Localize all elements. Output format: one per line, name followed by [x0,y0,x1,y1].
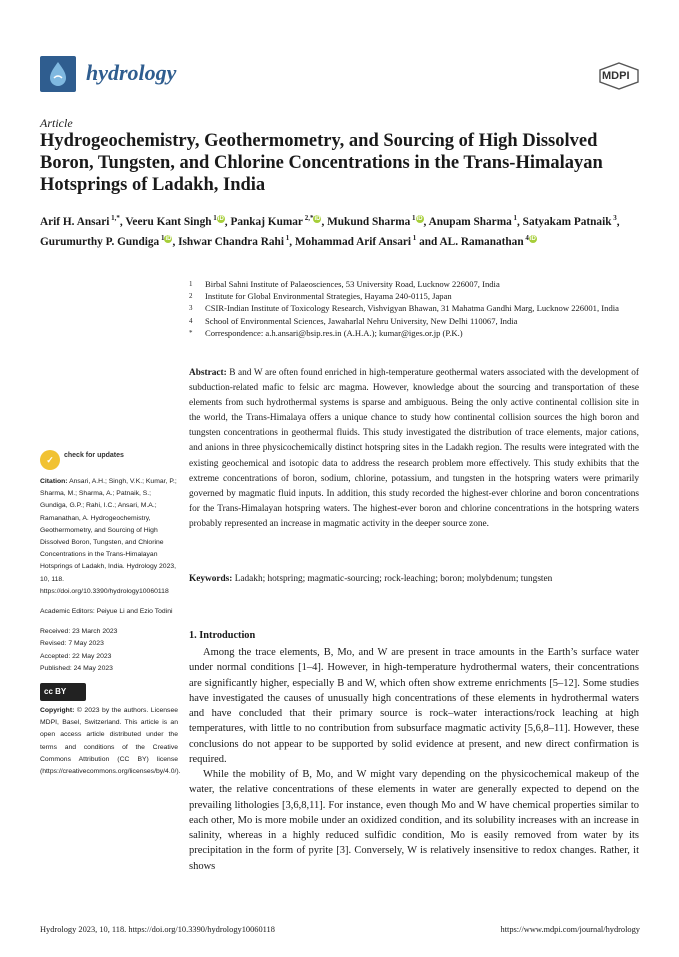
author-name[interactable]: Satyakam Patnaik $^3$ [522,214,617,228]
intro-paragraph-2: While the mobility of B, Mo, and W might vary depending on the physicochemical makeup of the water, the relative concentrations of these elements in water are generally expected to depend on the prevailing lithologies [3,6,8,11]. For instance, even though Mo and W have chemical properties similar to each other, Mo is more mobile under an oxidized condition, and its solubility increases with an increase in salinity, whereas in a highly reduced sulfidic condition, Mo is easily removed from water by its precipitation in the form of pyrite [3]. Conversely, W is relatively insensitive to redox changes. Rather, it shows [189,769,639,872]
keywords-label: Keywords: [189,574,233,584]
author-affiliation-marker: 2,* [302,214,314,222]
author-affiliation-marker: 1 [511,214,518,222]
journal-name[interactable]: hydrology [86,60,177,85]
date-revised: Revised: 7 May 2023 [40,640,104,648]
affiliation-number: 2 [189,292,193,301]
affiliation-number: 3 [189,304,193,313]
date-accepted: Accepted: 22 May 2023 [40,652,112,660]
affiliation-number: * [189,328,193,337]
footer-citation[interactable]: Hydrology 2023, 10, 118. https://doi.org/10.3390/hydrology10060118 [40,925,275,934]
affiliation-item [189,278,629,290]
author-name[interactable]: Ishwar Chandra Rahi $^1$ [178,233,290,248]
copyright-label: Copyright: [40,707,75,715]
keywords-text: Ladakh; hotspring; magmatic-sourcing; rock-leaching; boron; molybdenum; tungsten [234,574,553,584]
affiliations [189,278,629,339]
affiliation-text: Institute for Global Environmental Strategies, Hayama 240-0115, Japan [205,291,452,302]
publisher-name: MDPI [602,70,630,82]
check-updates-icon: ✓ [40,450,60,470]
introduction-body [189,645,639,874]
abstract-label: Abstract: [189,368,227,378]
author-list: Arif H. Ansari $^{1,*}$, Veeru Kant Singh $^1$iD, Pankaj Kumar $^{2,*}$iD, Mukund Sharma $^1$iD, Anupam Sharma $^1$, Satyakam Patnaik $^3$, Gurumurthy P. Gundiga $^1$iD, Ishwar Chandra Rahi $^1$, Mohammad Arif Ansari $^1$ and AL. Ramanathan $^4$iD [40,214,620,248]
affiliation-item [189,290,629,302]
orcid-icon[interactable]: iD [314,216,321,222]
sidebar [40,450,181,778]
citation-label: Citation: [40,478,68,485]
journal-header [40,56,640,96]
academic-editors: Academic Editors: Peiyue Li and Ezio Todini [40,608,173,616]
check-updates-label: check for updates [64,452,124,459]
author-affiliation-marker: 1 [211,214,217,222]
affiliation-text: Correspondence: a.h.ansari@bsip.res.in (A.H.A.); kumar@iges.or.jp (P.K.) [205,327,463,338]
orcid-icon[interactable]: iD [165,235,172,242]
author-affiliation-marker: 1,* [109,214,120,222]
author-name[interactable]: Mohammad Arif Ansari $^1$ [294,233,417,248]
author-name[interactable]: Veeru Kant Singh $^1$iD [125,214,224,228]
section-heading: 1. Introduction [189,630,256,641]
orcid-icon[interactable]: iD [416,216,423,222]
author-affiliation-marker: 3 [611,214,617,222]
dates [40,626,178,675]
abstract [189,366,639,532]
author-name[interactable]: Gurumurthy P. Gundiga $^1$iD [40,233,172,248]
journal-logo-icon [40,56,76,92]
affiliation-text: CSIR-Indian Institute of Toxicology Research, Vishvigyan Bhawan, 31 Mahatma Gandhi Marg, Lucknow 226001, India [205,303,619,314]
author-name[interactable]: Arif H. Ansari $^{1,*}$ [40,214,120,228]
date-received: Received: 23 March 2023 [40,628,118,636]
author-name[interactable]: Mukund Sharma $^1$iD [327,214,423,228]
author-affiliation-marker: 1 [159,233,165,242]
author-affiliation-marker: 1 [411,233,417,242]
author-affiliation-marker: 1 [410,214,416,222]
affiliation-item [189,302,629,314]
mdpi-logo-icon[interactable] [598,62,640,90]
orcid-icon[interactable]: iD [217,216,224,222]
copyright [40,705,181,778]
copyright-text: © 2023 by the authors. Licensee MDPI, Basel, Switzerland. This article is an open access article distributed under the terms and conditions of the Creative Commons Attribution (CC BY) license (https://creativecommons.org/licenses/by/4.0/). [40,707,181,776]
abstract-text: B and W are often found enriched in high-temperature geothermal waters associated with the development of subduction-related mafic to felsic arc magma. However, knowledge about the sourcing and transportation of these elements from such hydrothermal systems is sparse and ambiguous. Being the only active continental collision site in the world, the Trans-Himalaya offers a unique chance to study how continental collision sources the high boron and tungsten concentrations in geothermal fluids. This study investigated the distribution of trace elements, major cations, and anions in three physicochemically distinct hotspring sites in the Ladakh region. The results were integrated with the existing geochemical and isotopic data to address the research problem more effectively. This study exhibits that the extreme concentrations of boron, sodium, chlorine, potassium, and tungsten in the hotspring waters were primarily governed by magmatic fluid inputs. In addition, this study recorded the highest-ever chlorine and boron concentrations for the Trans-Himalayan hotspring waters. The highest-ever boron and chlorine concentrations in the hotspring waters probably represented an increase in magmatic activity in the deeper source zone. [189,368,639,529]
affiliation-number: 4 [189,316,193,325]
date-published: Published: 24 May 2023 [40,664,113,672]
orcid-icon[interactable]: iD [529,235,536,242]
cc-license-icon[interactable] [40,683,86,701]
affiliation-text: Birbal Sahni Institute of Palaeosciences, 53 University Road, Lucknow 226007, India [205,279,500,289]
affiliation-text: School of Environmental Sciences, Jawaharlal Nehru University, New Delhi 110067, India [205,315,518,326]
author-name[interactable]: AL. Ramanathan $^4$iD [439,233,536,248]
author-name[interactable]: Anupam Sharma $^1$ [428,214,518,228]
keywords [189,572,639,586]
author-affiliation-marker: 4 [523,233,529,242]
footer-journal-link[interactable]: https://www.mdpi.com/journal/hydrology [500,925,640,934]
intro-paragraph-1: Among the trace elements, B, Mo, and W are present in trace amounts in the Earth’s surface water under normal conditions [1–4]. However, in high-temperature hydrothermal waters, their concentrations are significantly higher, especially B and W, which often show extreme enrichments [5–12]. Some studies have investigated the causes of unusually high concentrations of these elements in hydrothermal waters and have concluded that their primary source is rock–water interactions/rock leaching at high temperatures, with little to no contribution from subsurface magmatic activity [5,6,8–11]. However, these conclusions do not appear to be supported by solid evidence at present, and new direct confirmation is required. [189,647,639,765]
author-affiliation-marker: 1 [283,233,290,242]
check-updates-button[interactable] [40,450,178,472]
author-name[interactable]: Pankaj Kumar $^{2,*}$iD [230,214,321,228]
affiliation-item [189,327,629,339]
article-title: Hydrogeochemistry, Geothermometry, and Sourcing of High Dissolved Boron, Tungsten, and Chlorine Concentrations in the Trans-Himalayan Hotsprings of Ladakh, India [40,131,603,195]
affiliation-number: 1 [189,280,193,288]
citation [40,476,178,598]
citation-text: Ansari, A.H.; Singh, V.K.; Kumar, P.; Sharma, M.; Sharma, A.; Patnaik, S.; Gundiga, G.P.; Rahi, I.C.; Ansari, M.A.; Ramanathan, A. Hydrogeochemistry, Geothermometry, and Sourcing of High Dissolved Boron, Tungsten, and Chlorine Concentrations in the Trans-Himalayan Hotsprings of Ladakh, India. Hydrology 2023, 10, 118. https://doi.org/10.3390/hydrology10060118 [40,478,177,595]
article-type: Article [40,116,73,130]
cc-badge-text: cc BY [44,687,67,697]
affiliation-item [189,315,629,327]
page-footer [40,925,640,934]
